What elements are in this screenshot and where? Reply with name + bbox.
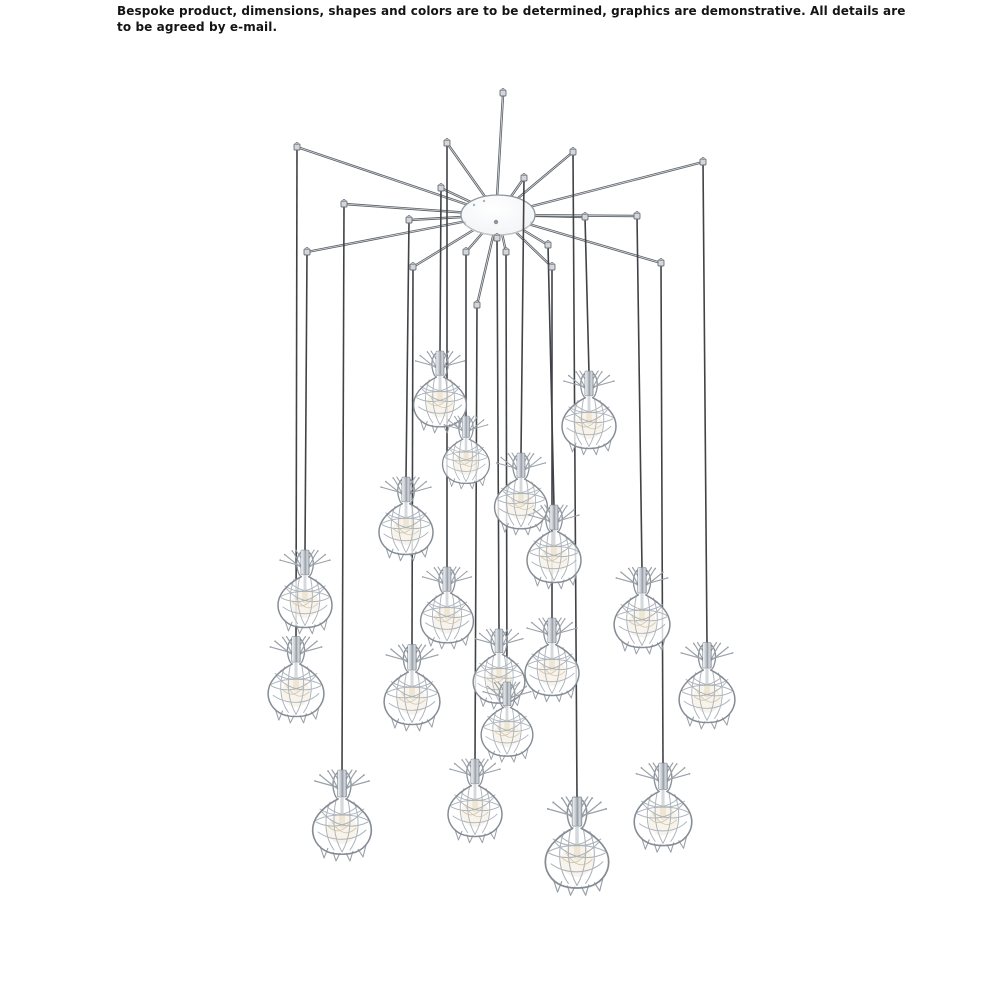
pendant-shade: [448, 759, 502, 843]
stem-finial: [500, 90, 506, 96]
ceiling-hook-cap: [551, 262, 553, 264]
pendant-shade: [268, 637, 324, 723]
ceiling-hook-cap: [702, 157, 704, 159]
ceiling-hook: [545, 242, 551, 248]
ceiling-hook-cap: [584, 212, 586, 214]
ceiling-hook-cap: [505, 247, 507, 249]
ceiling-hook-cap: [306, 247, 308, 249]
pendant-shade: [421, 567, 474, 649]
ceiling-hook: [474, 302, 480, 308]
ceiling-hook: [341, 201, 347, 207]
ceiling-hook-cap: [523, 173, 525, 175]
drop-cable: [661, 263, 663, 765]
ceiling-hook: [294, 144, 300, 150]
ceiling-hook-cap: [465, 247, 467, 249]
ceiling-hook-cap: [408, 215, 410, 217]
drop-cable: [497, 238, 499, 631]
ceiling-hook-cap: [440, 183, 442, 185]
canopy-screw: [473, 204, 475, 206]
ceiling-hook-cap: [343, 199, 345, 201]
product-disclaimer-text: Bespoke product, dimensions, shapes and colors are to be determined, graphics are demonstrative. All details are to be agreed by e-mail.: [117, 4, 906, 34]
ceiling-hook: [463, 249, 469, 255]
drop-cable: [637, 216, 642, 569]
ceiling-hook: [304, 249, 310, 255]
pendant-shade: [634, 763, 692, 852]
ceiling-hook-cap: [476, 300, 478, 302]
ceiling-hook: [438, 185, 444, 191]
ceiling-hook: [494, 235, 500, 241]
ceiling-hook: [570, 149, 576, 155]
ceiling-hook-cap: [412, 262, 414, 264]
pendant-shade: [545, 797, 608, 895]
pendant-shade: [525, 618, 579, 702]
drop-cable: [506, 252, 507, 684]
drop-cable: [342, 204, 344, 772]
drop-cable: [406, 220, 409, 479]
ceiling-hook: [549, 264, 555, 270]
ceiling-hook: [406, 217, 412, 223]
ceiling-hook: [700, 159, 706, 165]
pendant-shade: [495, 453, 548, 535]
drop-cable: [440, 188, 441, 353]
pendant-shade: [379, 477, 433, 561]
drop-cable: [305, 252, 307, 552]
pendant-shade: [679, 643, 735, 729]
ceiling-hook: [521, 175, 527, 181]
ceiling-hook-cap: [636, 211, 638, 213]
pendant-shade: [414, 351, 467, 433]
pendant-shade: [562, 371, 616, 455]
top-stem-highlight: [497, 95, 503, 198]
pendant-shade: [278, 550, 332, 634]
ceiling-hook-cap: [296, 142, 298, 144]
ceiling-hook: [634, 213, 640, 219]
drop-cable: [703, 162, 707, 644]
pendant-shade: [384, 645, 440, 731]
ceiling-hook-cap: [496, 233, 498, 235]
pendant-shade: [443, 416, 490, 489]
drop-cable: [573, 152, 577, 799]
ceiling-hook: [444, 140, 450, 146]
drop-cable: [412, 267, 413, 646]
ceiling-hook-cap: [660, 258, 662, 260]
drop-cable: [548, 245, 554, 507]
ceiling-hook: [503, 249, 509, 255]
pendant-shade: [313, 770, 372, 861]
ceiling-hook: [410, 264, 416, 270]
ceiling-hook-cap: [446, 138, 448, 140]
ceiling-hook: [582, 214, 588, 220]
stem-finial-cap: [502, 88, 504, 90]
canopy-stud: [494, 220, 498, 224]
pendant-shades-layer: [268, 351, 735, 895]
ceiling-hook: [658, 260, 664, 266]
ceiling-hook-cap: [547, 240, 549, 242]
canopy-screw: [483, 200, 485, 202]
ceiling-hook-cap: [572, 147, 574, 149]
